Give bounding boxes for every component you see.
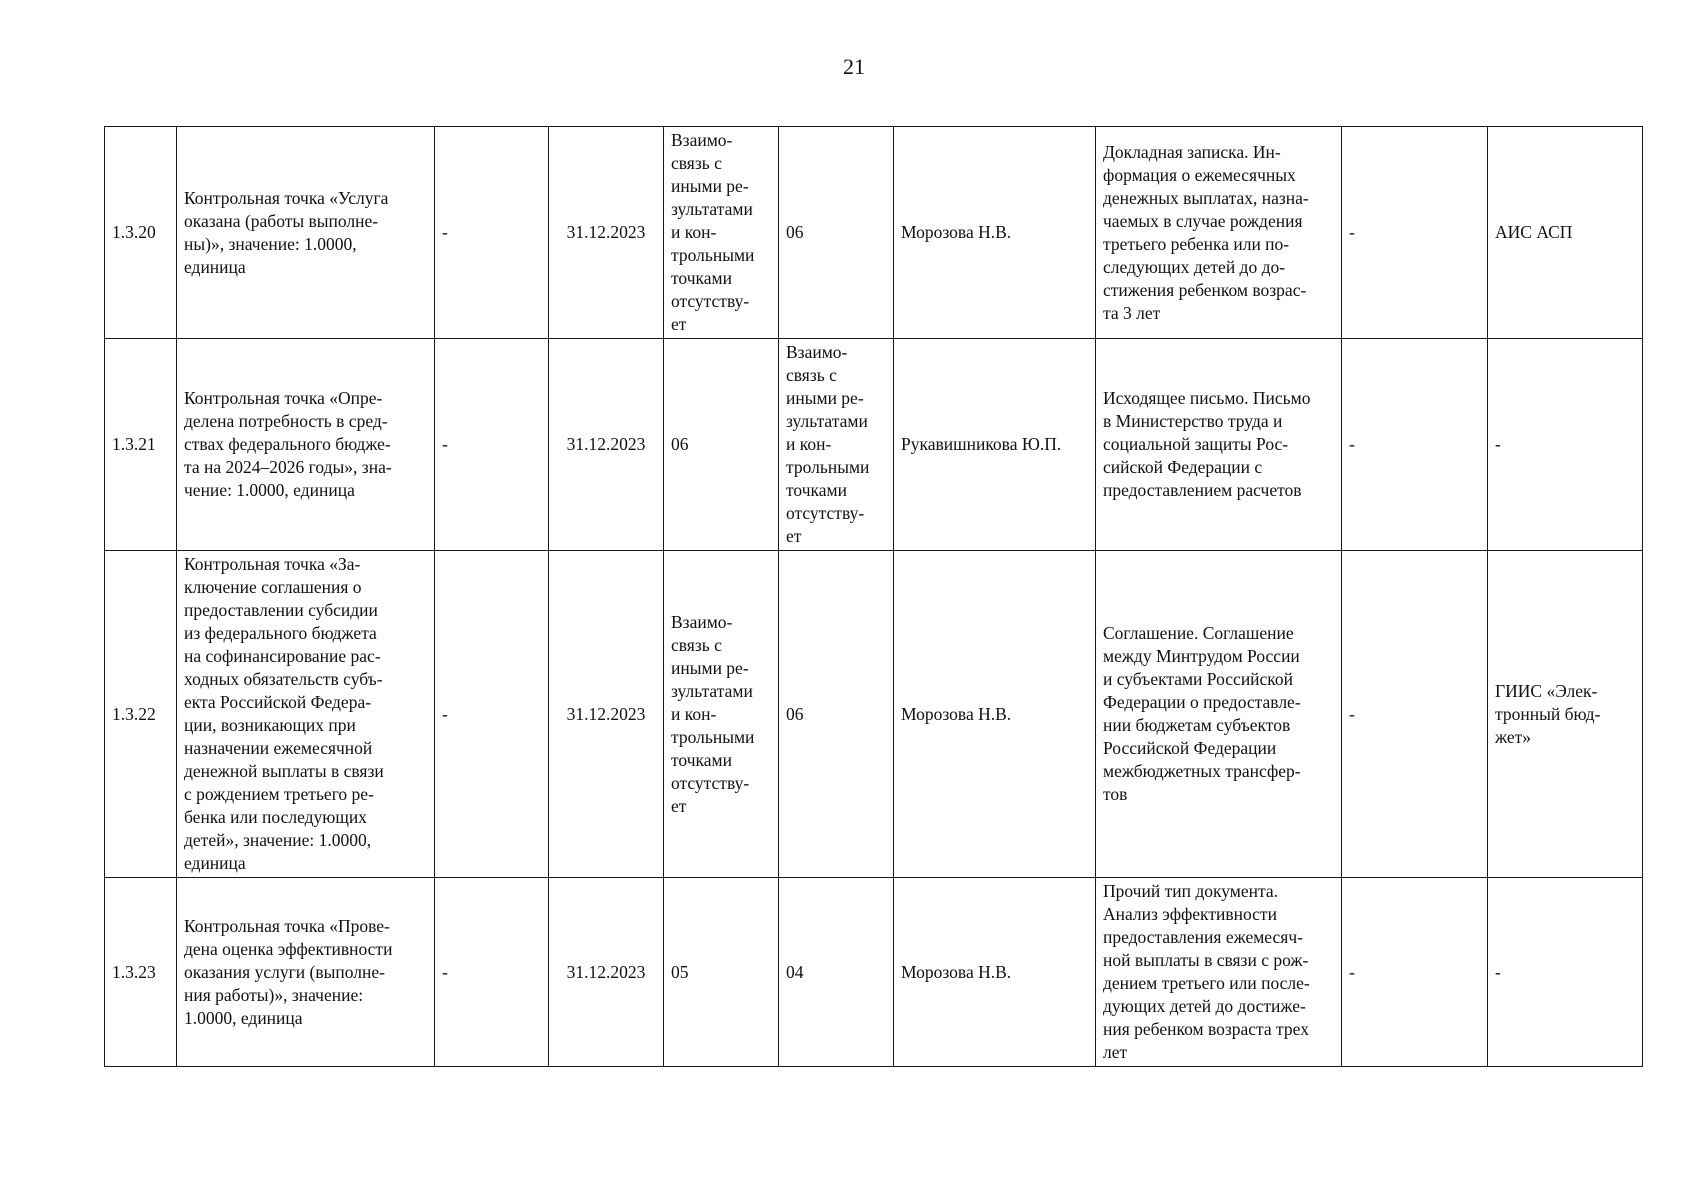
information-system-text: - bbox=[1495, 961, 1501, 982]
cell-dash: - bbox=[435, 878, 549, 1067]
cell-code bbox=[779, 551, 894, 878]
page-number: 21 bbox=[843, 54, 865, 79]
document-type-text: Прочий тип документа. Анализ эффективности предоставления ежемесяч- ной выплаты в связи с рож- дением третьего или после- дующих детей до достиже- ния ребенком возраста трех лет bbox=[1103, 881, 1310, 1062]
document-type-text: Соглашение. Соглашение между Минтрудом России и субъектами Российской Федерации о предоставле- нии бюджетам субъектов Российской Федерации межбюджетных трансфер- тов bbox=[1103, 623, 1301, 804]
cell-code-text: 06 bbox=[671, 434, 689, 454]
document-type bbox=[1096, 551, 1342, 878]
cell-code bbox=[779, 878, 894, 1067]
control-point-name bbox=[177, 339, 435, 551]
cell-code bbox=[664, 339, 779, 551]
table-row bbox=[105, 878, 1643, 1067]
cell-relation bbox=[779, 339, 894, 551]
table-row bbox=[105, 339, 1643, 551]
responsible-person: Морозова Н.В. bbox=[894, 878, 1096, 1067]
cell-dash: - bbox=[1342, 878, 1488, 1067]
document-type-text: Докладная записка. Ин- формация о ежемесячных денежных выплатах, назна- чаемых в случае рождения третьего ребенка или по- следующих детей до до- стижения ребенком возрас- та 3 лет bbox=[1103, 141, 1309, 323]
cell-dash: - bbox=[1342, 551, 1488, 878]
information-system bbox=[1488, 878, 1643, 1067]
cell-dash: - bbox=[435, 551, 549, 878]
cell-dash: - bbox=[435, 127, 549, 339]
table-row bbox=[105, 551, 1643, 878]
cell-code-text: 06 bbox=[786, 703, 804, 724]
responsible-person: Рукавишникова Ю.П. bbox=[894, 339, 1096, 551]
control-point-name bbox=[177, 127, 435, 339]
document-type-text: Исходящее письмо. Письмо в Министерство труда и социальной защиты Рос- сийской Федерации с предоставлением расчетов bbox=[1103, 388, 1311, 500]
row-number: 1.3.22 bbox=[105, 551, 177, 878]
row-number: 1.3.21 bbox=[105, 339, 177, 551]
control-points-table bbox=[104, 126, 1643, 1067]
control-point-name bbox=[177, 878, 435, 1067]
cell-code bbox=[664, 878, 779, 1067]
information-system-text: АИС АСП bbox=[1495, 222, 1573, 242]
control-point-name bbox=[177, 551, 435, 878]
due-date: 31.12.2023 bbox=[549, 339, 664, 551]
due-date: 31.12.2023 bbox=[549, 551, 664, 878]
cell-code-text: 06 bbox=[786, 222, 804, 242]
document-type bbox=[1096, 878, 1342, 1067]
control-point-name-text: Контрольная точка «Опре- делена потребность в сред- ствах федерального бюдже- та на 2024–2026 годы», зна- чение: 1.0000, единица bbox=[184, 388, 392, 500]
cell-code bbox=[779, 127, 894, 339]
information-system-text: ГИИС «Элек- тронный бюд- жет» bbox=[1495, 680, 1601, 747]
control-point-name-text: Контрольная точка «За- ключение соглашения о предоставлении субсидии из федерального бюджета на софинансирование рас- ходных обязательств субъ- екта Российской Федера- ции, возникающих при назначении ежемесячной денежной выплаты в связи с рождением третьего ре- бенка или последующих детей», значение: 1.0000, единица bbox=[184, 554, 384, 873]
cell-relation-text: Взаимо- связь с иными ре- зультатами и кон- трольными точками отсутству- ет bbox=[671, 130, 755, 334]
document-type bbox=[1096, 127, 1342, 339]
information-system bbox=[1488, 551, 1643, 878]
row-number: 1.3.23 bbox=[105, 878, 177, 1067]
cell-relation bbox=[664, 127, 779, 339]
control-point-name-text: Контрольная точка «Услуга оказана (работы выполне- ны)», значение: 1.0000, единица bbox=[184, 187, 389, 277]
cell-code-text: 04 bbox=[786, 961, 804, 982]
due-date: 31.12.2023 bbox=[549, 878, 664, 1067]
cell-relation-text: Взаимо- связь с иными ре- зультатами и кон- трольными точками отсутству- ет bbox=[671, 611, 755, 816]
row-number: 1.3.20 bbox=[105, 127, 177, 339]
information-system bbox=[1488, 339, 1643, 551]
responsible-person: Морозова Н.В. bbox=[894, 551, 1096, 878]
cell-dash: - bbox=[1342, 339, 1488, 551]
responsible-person: Морозова Н.В. bbox=[894, 127, 1096, 339]
control-point-name-text: Контрольная точка «Прове- дена оценка эффективности оказания услуги (выполне- ния работы)», значение: 1.0000, единица bbox=[184, 915, 393, 1028]
document-type bbox=[1096, 339, 1342, 551]
cell-relation bbox=[664, 551, 779, 878]
table-row bbox=[105, 127, 1643, 339]
cell-dash: - bbox=[435, 339, 549, 551]
information-system bbox=[1488, 127, 1643, 339]
due-date: 31.12.2023 bbox=[549, 127, 664, 339]
cell-code-text: 05 bbox=[671, 961, 689, 982]
information-system-text: - bbox=[1495, 434, 1501, 454]
cell-dash: - bbox=[1342, 127, 1488, 339]
cell-relation-text: Взаимо- связь с иными ре- зультатами и кон- трольными точками отсутству- ет bbox=[786, 342, 870, 546]
